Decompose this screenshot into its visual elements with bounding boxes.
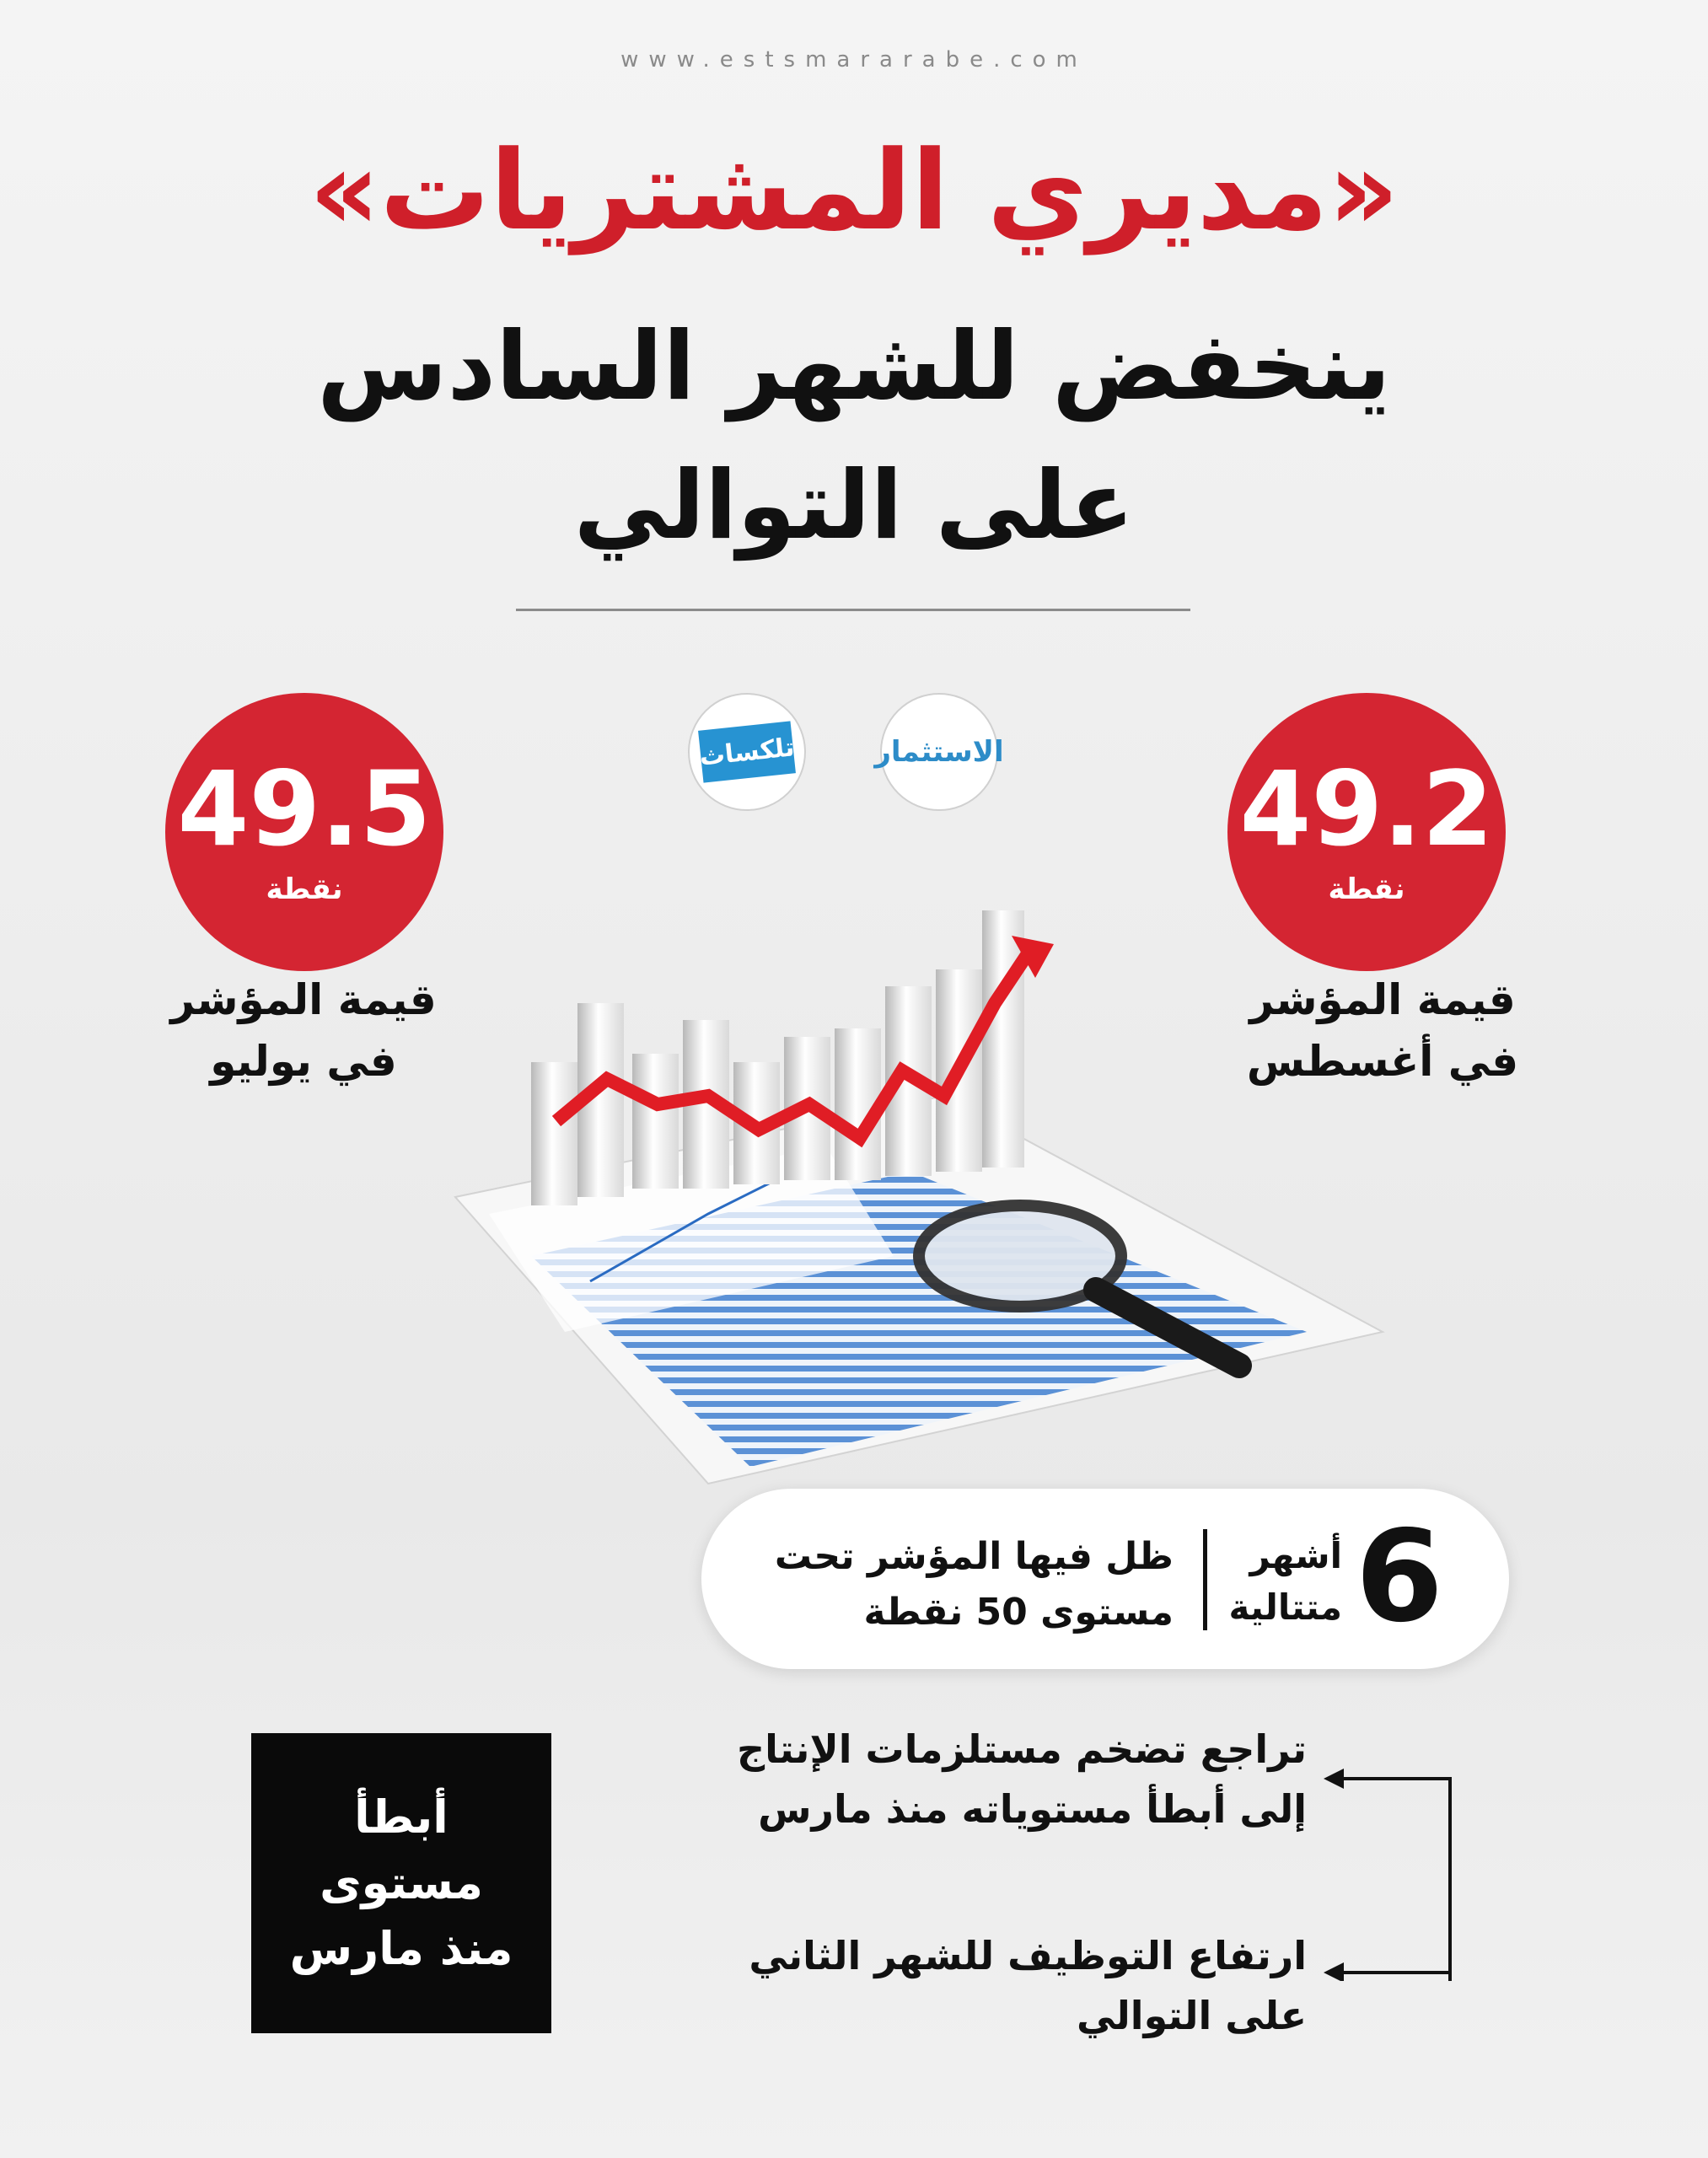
august-caption-line2: في أغسطس	[1246, 1036, 1519, 1086]
months-description-line1: ظل فيها المؤشر تحت	[774, 1535, 1174, 1578]
slowest-level-line2: مستوى	[320, 1855, 483, 1909]
july-caption-line2: في يوليو	[210, 1036, 397, 1086]
slowest-level-line3: منذ مارس	[289, 1922, 513, 1976]
bracket-connector-icon	[1324, 1762, 1475, 1981]
july-caption-line1: قيمة المؤشر	[170, 975, 437, 1024]
months-description	[735, 1529, 1174, 1640]
august-value: 49.2	[1239, 749, 1494, 869]
bullet-employment-line1: ارتفاع التوظيف للشهر الثاني	[749, 1933, 1307, 1978]
title-divider	[516, 609, 1190, 611]
bullet-input-inflation	[717, 1720, 1307, 1840]
telecast-logo-text: تلكساث	[698, 732, 796, 772]
bullet-employment	[717, 1926, 1307, 2047]
pill-separator	[1203, 1529, 1207, 1630]
months-number: 6	[1355, 1504, 1443, 1651]
months-unit-line2: متتالية	[1228, 1586, 1342, 1628]
bullet-employment-line2: على التوالي	[1077, 1993, 1307, 2039]
title-subline-2: على التوالي	[573, 451, 1135, 561]
title-headline: «مديري المشتريات»	[309, 126, 1399, 255]
august-caption-line1: قيمة المؤشر	[1249, 975, 1516, 1024]
alestithmar-logo	[874, 693, 1004, 811]
slowest-level-line1: أبطأ	[354, 1790, 448, 1844]
alestithmar-logo-text: الاستثمار	[874, 735, 1004, 769]
telecast-logo	[688, 693, 806, 811]
bullet-input-inflation-line2: إلى أبطأ مستوياته منذ مارس	[758, 1786, 1307, 1833]
telecast-badge	[698, 721, 796, 782]
consecutive-months-pill	[701, 1489, 1509, 1669]
bars-3d	[531, 910, 1024, 1205]
title-subline-1: ينخفض للشهر السادس	[317, 312, 1391, 421]
chart-illustration	[354, 894, 1399, 1500]
months-unit-line1: أشهر	[1249, 1535, 1342, 1576]
months-description-line2: مستوى 50 نقطة	[863, 1591, 1174, 1634]
july-unit: نقطة	[266, 872, 343, 906]
site-url: www.estsmararabe.com	[620, 47, 1088, 72]
august-unit: نقطة	[1328, 872, 1405, 906]
slowest-level-box	[251, 1733, 551, 2033]
july-value: 49.5	[177, 749, 432, 869]
months-unit	[1224, 1531, 1342, 1634]
bullet-input-inflation-line1: تراجع تضخم مستلزمات الإنتاج	[736, 1726, 1307, 1772]
